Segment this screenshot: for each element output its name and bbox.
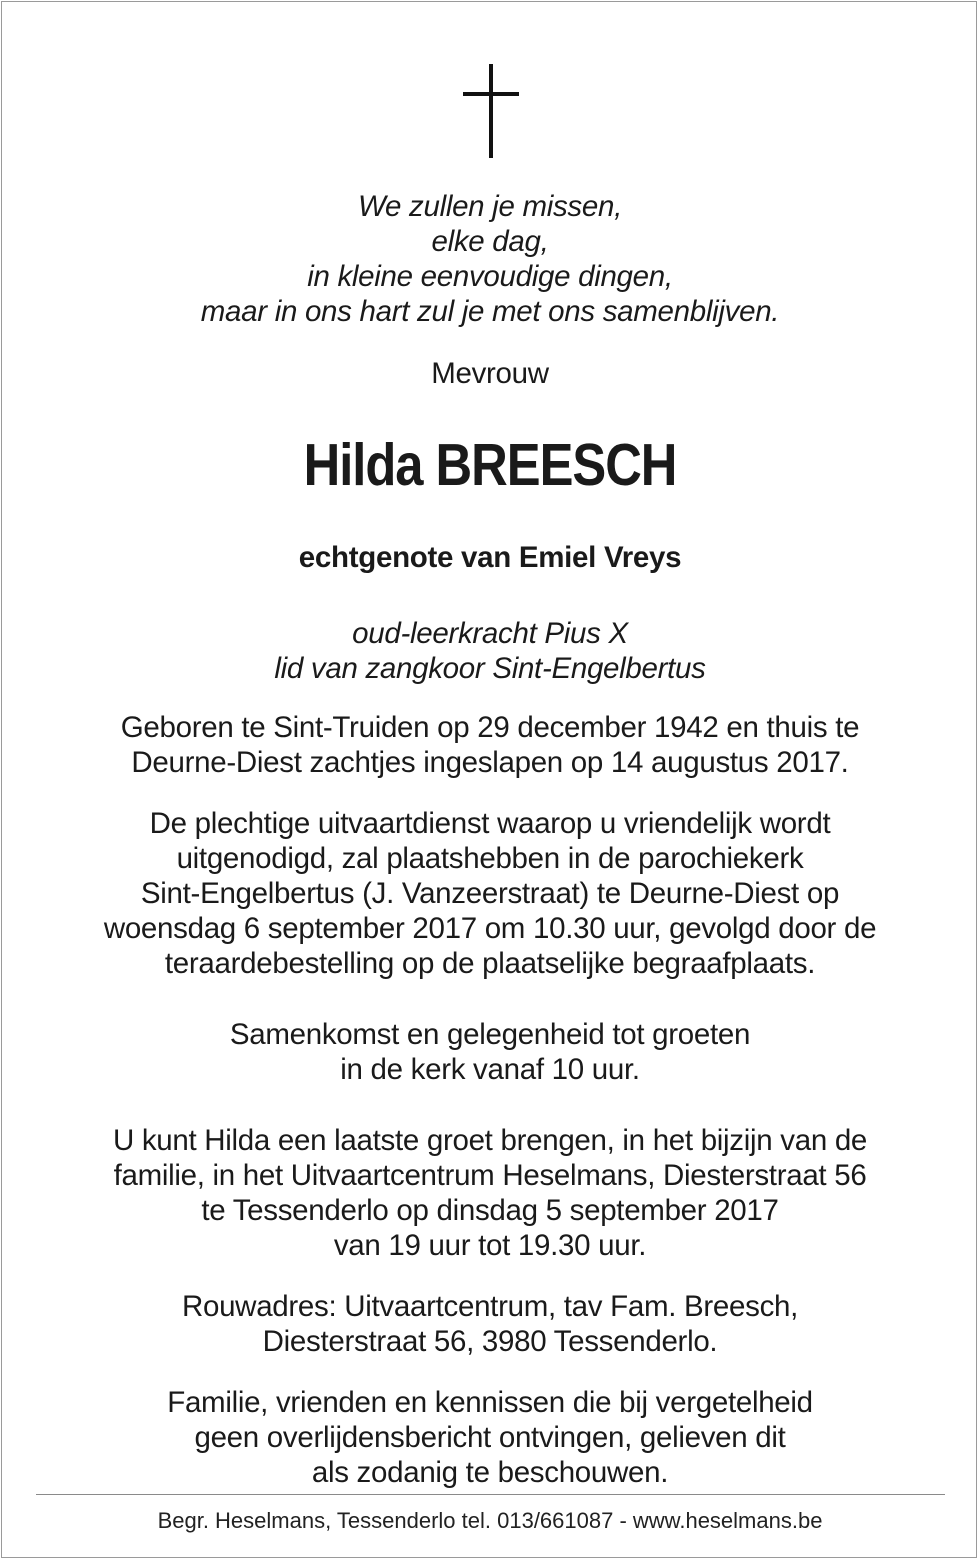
role-line: oud-leerkracht Pius X xyxy=(352,617,628,650)
farewell-line: familie, in het Uitvaartcentrum Heselmans, Diesterstraat 56 xyxy=(113,1159,867,1192)
spouse-line: echtgenote van Emiel Vreys xyxy=(298,541,682,574)
service-line: Sint-Engelbertus (J. Vanzeerstraat) te Deurne-Diest op xyxy=(140,877,840,910)
service-line: uitgenodigd, zal plaatshebben in de parochiekerk xyxy=(176,842,804,875)
address-line: Rouwadres: Uitvaartcentrum, tav Fam. Breesch, xyxy=(181,1290,799,1323)
verse-line: We zullen je missen, xyxy=(358,190,622,223)
closing-line: geen overlijdensbericht ontvingen, gelieven dit xyxy=(194,1421,786,1454)
cross-icon xyxy=(463,64,519,158)
gathering-line: in de kerk vanaf 10 uur. xyxy=(340,1053,640,1086)
closing-line: Familie, vrienden en kennissen die bij vergetelheid xyxy=(167,1386,813,1419)
birth-death-line: Deurne-Diest zachtjes ingeslapen op 14 augustus 2017. xyxy=(131,746,849,779)
address-line: Diesterstraat 56, 3980 Tessenderlo. xyxy=(262,1325,718,1358)
farewell-line: van 19 uur tot 19.30 uur. xyxy=(333,1229,647,1262)
verse-line: in kleine eenvoudige dingen, xyxy=(307,260,673,293)
verse-line: maar in ons hart zul je met ons samenblijven. xyxy=(200,295,780,328)
footer-divider xyxy=(36,1494,945,1495)
birth-death-line: Geboren te Sint-Truiden op 29 december 1942 en thuis te xyxy=(120,711,860,744)
closing-line: als zodanig te beschouwen. xyxy=(311,1456,669,1489)
service-line: De plechtige uitvaartdienst waarop u vriendelijk wordt xyxy=(149,807,831,840)
service-line: woensdag 6 september 2017 om 10.30 uur, gevolgd door de xyxy=(103,912,877,945)
gathering-line: Samenkomst en gelegenheid tot groeten xyxy=(229,1018,751,1051)
honorific: Mevrouw xyxy=(431,357,549,390)
role-line: lid van zangkoor Sint-Engelbertus xyxy=(274,652,706,685)
footer-text: Begr. Heselmans, Tessenderlo tel. 013/661087 - www.heselmans.be xyxy=(157,1508,823,1533)
farewell-line: te Tessenderlo op dinsdag 5 september 2017 xyxy=(201,1194,779,1227)
service-line: teraardebestelling op de plaatselijke begraafplaats. xyxy=(164,947,816,980)
farewell-line: U kunt Hilda een laatste groet brengen, in het bijzijn van de xyxy=(112,1124,868,1157)
verse-line: elke dag, xyxy=(431,225,549,258)
deceased-name: Hilda BREESCH xyxy=(303,432,677,498)
